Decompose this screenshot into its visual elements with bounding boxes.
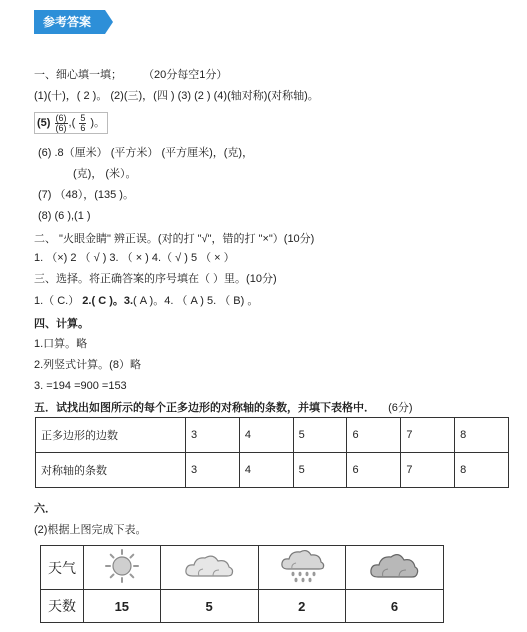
table-cell: 4: [239, 418, 293, 453]
table-cell: 6: [347, 418, 401, 453]
weather-cell: [345, 546, 443, 590]
table-cell: 3: [186, 453, 240, 488]
weather-cell: [258, 546, 345, 590]
section-4-line-2: 2.列竖式计算。(8）略: [34, 359, 141, 371]
fraction-box: (5) $\frac{(6)}{(6)}$ ,( $\frac{5}{6}$ )。: [34, 112, 108, 134]
banner-arrow-tip: [105, 10, 113, 34]
table-cell: 8: [455, 453, 509, 488]
section-5-score: (6分): [388, 402, 413, 414]
section-4-line-3: 3. =194 =900 =153: [34, 380, 127, 392]
section-2-heading: 二、 "火眼金睛" 辨正误。(对的打 "√"，错的打 "×"）(10分): [34, 233, 315, 245]
table-cell: 8: [455, 418, 509, 453]
s1-answer-line-4: (克)， (米）。: [73, 168, 137, 180]
weather-cell: [160, 546, 258, 590]
table-row: [36, 418, 509, 453]
s1-answer-line-1: (1)(十)，( 2 )。 (2)(三)，(四 ) (3) (2 ) (4)(轴对称)(对称轴)。: [34, 90, 319, 102]
section-5-heading: 五．试找出如图所示的每个正多边形的对称轴的条数，并填下表格中．: [34, 402, 375, 414]
section-1-heading: [34, 68, 227, 82]
s1-answer-line-2: [34, 112, 108, 134]
section-1-score: （20分每空1分）: [143, 69, 228, 81]
weather-table: [40, 545, 444, 623]
row-label-sides: 正多边形的边数: [36, 418, 186, 453]
fraction-2: $\frac{5}{6}$: [80, 112, 86, 133]
section-5-heading-line: [34, 401, 413, 415]
section-3-answers: 1.（ C.） 2.( C )。3.( A )。4. （ A ) 5. （ B) 。: [34, 295, 259, 307]
sun-icon: [102, 548, 142, 584]
table-cell: 5: [293, 418, 347, 453]
row-label-axes: 对称轴的条数: [36, 453, 186, 488]
weather-cell: [84, 546, 161, 590]
answer-key-banner: 参考答案: [34, 10, 105, 34]
table-cell: 7: [401, 453, 455, 488]
table-cell: 4: [239, 453, 293, 488]
section-4-line-1: 1.口算。略: [34, 338, 88, 350]
dark-cloud-icon: [368, 549, 420, 583]
cloud-icon: [183, 550, 235, 582]
section-3-heading: 三、选择。将正确答案的序号填在（ ）里。(10分): [34, 273, 277, 285]
rain-cloud-icon: [279, 547, 325, 585]
section-6-subheading: (2)根据上图完成下表。: [34, 524, 147, 536]
days-cell: 6: [345, 590, 443, 623]
section-6-heading: 六．: [34, 503, 56, 515]
fraction-1: $\frac{(6)}{(6)}$: [55, 112, 67, 133]
table-row: [41, 590, 444, 623]
table-cell: 7: [401, 418, 455, 453]
row-label-days: 天数: [41, 590, 84, 623]
days-cell: 15: [84, 590, 161, 623]
table-cell: 5: [293, 453, 347, 488]
table-row: [41, 546, 444, 590]
s1-answer-line-3: (6) .8（厘米） (平方米） (平方厘米)，(克)，: [38, 147, 254, 159]
table-row: [36, 453, 509, 488]
section-2-answers: 1. （×) 2 （ √ ) 3. （ × ) 4.（ √ ) 5 （ × ）: [34, 252, 235, 264]
table-cell: 6: [347, 453, 401, 488]
row-label-weather: 天气: [41, 546, 84, 590]
symmetry-table: [35, 417, 509, 488]
days-cell: 5: [160, 590, 258, 623]
s1-answer-line-5: (7) （48），(135 )。: [38, 189, 134, 201]
days-cell: 2: [258, 590, 345, 623]
table-cell: 3: [186, 418, 240, 453]
s1-answer-line-6: (8) (6 ),(1 ): [38, 210, 91, 222]
section-4-heading: 四、计算。: [34, 318, 89, 330]
item-5-label: (5): [37, 117, 51, 129]
section-1-title: 一、细心填一填；: [34, 69, 122, 81]
